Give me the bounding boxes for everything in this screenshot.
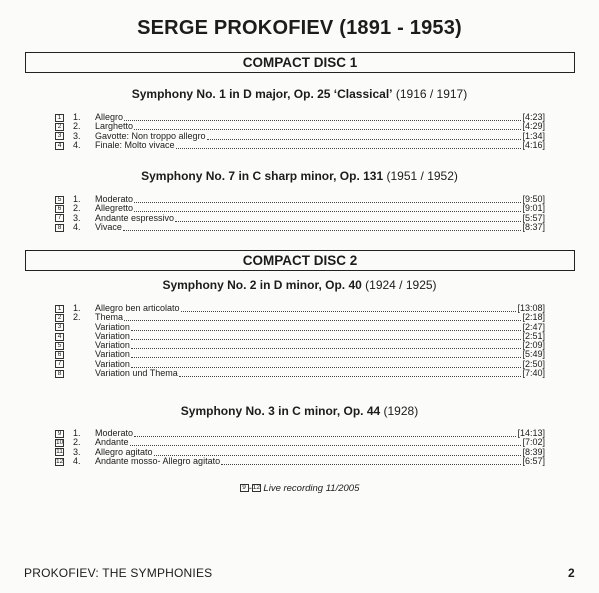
track-row — [55, 457, 545, 466]
track-name: Allegro agitato — [95, 446, 153, 457]
track-duration: [4:23] — [522, 112, 545, 122]
track-number-box: 9 — [240, 484, 249, 492]
page-title: SERGE PROKOFIEV (1891 - 1953) — [137, 17, 462, 39]
movement-number: 3. — [73, 212, 81, 223]
movement-number: 4. — [73, 139, 81, 150]
work-title — [0, 87, 599, 101]
track-duration: [2:09] — [522, 340, 545, 351]
movement-number: 1. — [73, 428, 81, 438]
track-list — [55, 195, 545, 232]
track-number-box: 2 — [55, 314, 64, 322]
dot-leader — [130, 439, 522, 446]
note-dash: - — [248, 483, 252, 494]
movement-number: 1. — [73, 303, 81, 313]
track-duration: [8:37] — [522, 221, 545, 232]
track-name: Moderato — [95, 428, 134, 438]
track-number-box: 5 — [55, 342, 64, 350]
track-number-box: 1 — [55, 114, 64, 122]
track-row — [55, 214, 545, 223]
work-title — [0, 169, 599, 183]
note-text: Live recording 11/2005 — [263, 483, 360, 494]
dot-leader — [134, 430, 516, 437]
dot-leader — [131, 351, 522, 358]
movement-number: 3. — [73, 130, 81, 141]
track-duration: [2:50] — [522, 358, 545, 369]
dot-leader — [131, 342, 522, 349]
track-name: Andante — [95, 437, 129, 448]
movement-number: 1. — [73, 112, 81, 122]
track-number-box: 4 — [55, 142, 64, 150]
track-name: Variation und Thema — [95, 368, 178, 379]
track-name: Variation — [95, 340, 130, 351]
dot-leader — [176, 142, 522, 149]
dot-leader — [154, 449, 522, 456]
track-name: Allegretto — [95, 203, 134, 214]
dot-leader — [124, 114, 521, 121]
track-name: Andante mosso- Allegro agitato — [95, 455, 221, 466]
track-row — [55, 304, 545, 313]
work-name: Symphony No. 2 in D minor, Op. 40 — [162, 278, 362, 292]
dot-leader — [134, 205, 521, 212]
track-name: Andante espressivo — [95, 212, 175, 223]
track-duration: [8:39] — [522, 446, 545, 457]
track-number-box: 8 — [55, 370, 64, 378]
live-recording-note — [0, 483, 599, 494]
track-duration: [6:57] — [522, 455, 545, 466]
track-duration: [9:01] — [522, 203, 545, 214]
track-number-box: 6 — [55, 205, 64, 213]
dot-leader — [123, 224, 522, 231]
track-number-box: 12 — [56, 457, 64, 465]
track-name: Allegro ben articolato — [95, 303, 180, 313]
track-number-box: 3 — [55, 323, 64, 331]
page-number: 2 — [568, 566, 575, 580]
movement-number: 2. — [73, 121, 81, 132]
track-list — [55, 113, 545, 150]
work-name: Symphony No. 3 in C minor, Op. 44 — [180, 404, 381, 418]
track-number-box: 5 — [55, 196, 64, 204]
movement-number: 3. — [73, 446, 81, 457]
movement-number: 4. — [73, 221, 81, 232]
dot-leader — [131, 324, 522, 331]
track-name: Variation — [95, 330, 130, 341]
track-duration: [5:57] — [522, 212, 545, 223]
work-years: (1916 / 1917) — [395, 87, 468, 101]
work-years: (1928) — [383, 404, 419, 418]
movement-number: 2. — [73, 203, 81, 214]
work-name: Symphony No. 1 in D major, Op. 25 ‘Classical’ — [131, 87, 393, 101]
track-name: Gavotte: Non troppo allegro — [95, 130, 206, 141]
track-name: Allegro — [95, 112, 124, 122]
dot-leader — [207, 133, 522, 140]
movement-number: 4. — [73, 455, 81, 466]
track-number-box: 9 — [55, 430, 64, 438]
track-duration: [13:08] — [517, 303, 545, 313]
track-number-box: 12 — [252, 484, 261, 492]
track-duration: [2:18] — [522, 312, 545, 323]
track-name: Variation — [95, 358, 130, 369]
disc-2-header: COMPACT DISC 2 — [25, 250, 575, 271]
dot-leader — [134, 123, 521, 130]
work-years: (1951 / 1952) — [386, 169, 458, 183]
track-number-box: 1 — [55, 305, 64, 313]
work-title — [0, 278, 599, 292]
track-duration: [14:13] — [517, 428, 545, 438]
track-duration: [7:02] — [522, 437, 545, 448]
track-number-box: 10 — [56, 438, 64, 446]
track-name: Moderato — [95, 194, 134, 204]
track-number-box: 11 — [56, 448, 63, 456]
track-duration: [2:51] — [522, 330, 545, 341]
movement-number: 1. — [73, 194, 81, 204]
track-row — [55, 141, 545, 150]
track-number-box: 3 — [55, 132, 64, 140]
disc-1-header: COMPACT DISC 1 — [25, 52, 575, 73]
track-number-box: 7 — [55, 360, 64, 368]
movement-number: 2. — [73, 437, 81, 448]
work-title — [0, 404, 599, 418]
footer-title: PROKOFIEV: THE SYMPHONIES — [24, 566, 213, 580]
track-name: Finale: Molto vivace — [95, 139, 175, 150]
work-years: (1924 / 1925) — [365, 278, 437, 292]
track-duration: [7:40] — [522, 368, 545, 379]
track-list — [55, 304, 545, 378]
track-duration: [4:29] — [522, 121, 545, 132]
track-number-box: 4 — [55, 333, 64, 341]
track-duration: [5:49] — [522, 349, 545, 360]
track-name: Variation — [95, 321, 130, 332]
track-number-box: 2 — [55, 123, 64, 131]
dot-leader — [124, 314, 521, 321]
dot-leader — [134, 196, 521, 203]
track-name: Larghetto — [95, 121, 134, 132]
dot-leader — [131, 361, 522, 368]
track-name: Thema — [95, 312, 124, 323]
track-duration: [4:16] — [522, 139, 545, 150]
track-row — [55, 223, 545, 232]
track-duration: [9:50] — [522, 194, 545, 204]
track-name: Variation — [95, 349, 130, 360]
track-duration: [1:34] — [522, 130, 545, 141]
dot-leader — [131, 333, 522, 340]
dot-leader — [181, 305, 517, 312]
track-name: Vivace — [95, 221, 122, 232]
dot-leader — [221, 458, 521, 465]
track-list — [55, 429, 545, 466]
track-number-box: 6 — [55, 351, 64, 359]
movement-number: 2. — [73, 312, 81, 323]
work-name: Symphony No. 7 in C sharp minor, Op. 131 — [141, 169, 384, 183]
track-number-box: 8 — [55, 224, 64, 232]
track-row — [55, 369, 545, 378]
track-duration: [2:47] — [522, 321, 545, 332]
dot-leader — [175, 215, 521, 222]
dot-leader — [179, 370, 522, 377]
track-number-box: 7 — [55, 214, 64, 222]
